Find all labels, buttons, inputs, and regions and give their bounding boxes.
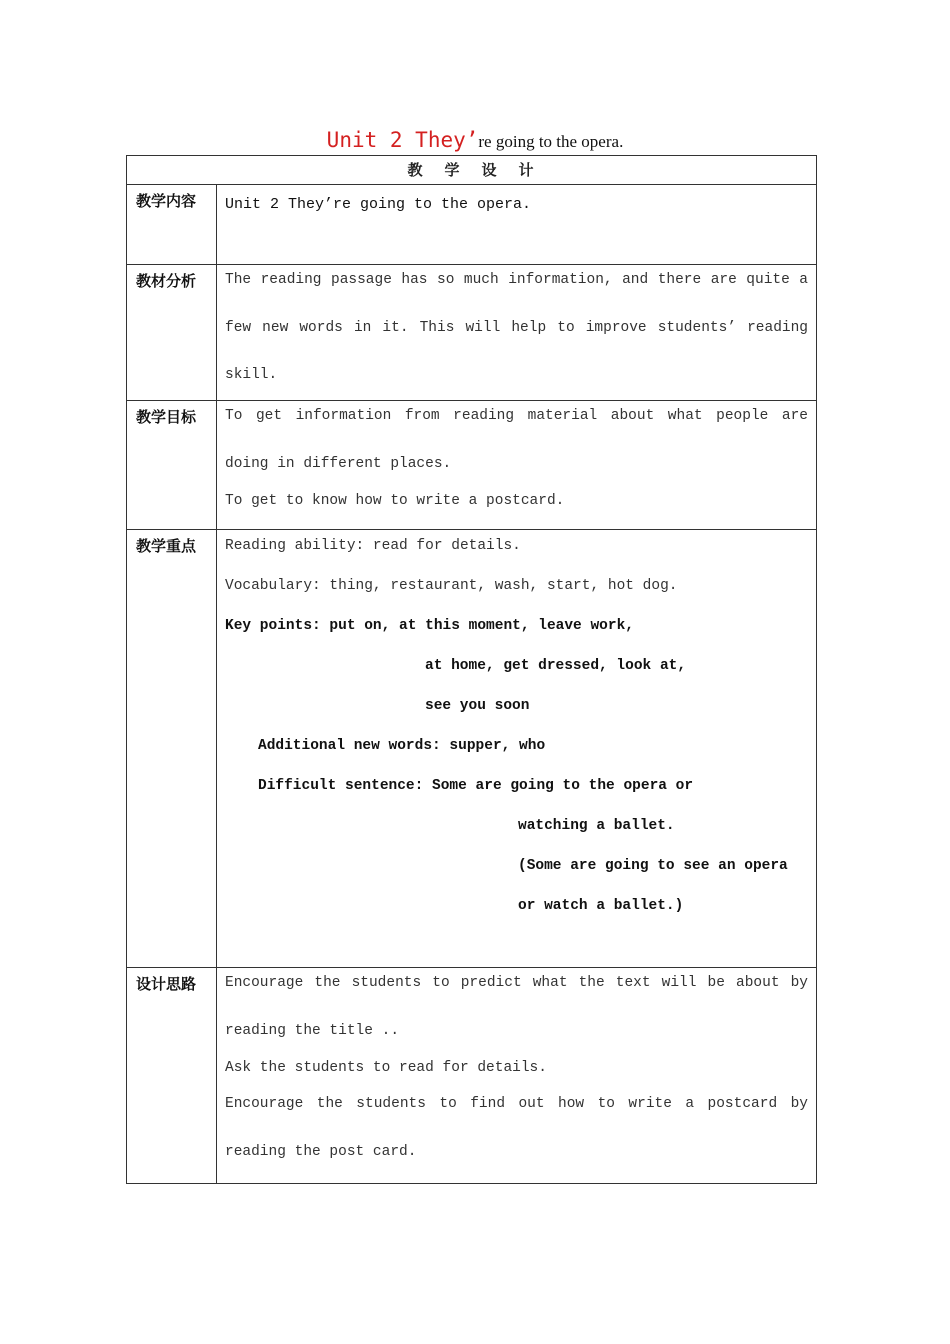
approach-line-2: Ask the students to read for details.: [225, 1060, 547, 1076]
approach-line-3: Encourage the students to find out how to write a postcard by reading the post card.: [225, 1096, 808, 1160]
table-row-key: [127, 530, 817, 968]
key-points-3: see you soon: [425, 698, 530, 714]
row-label-content: 教学内容: [127, 185, 217, 265]
table-row-objectives: [127, 401, 817, 530]
table-header: [127, 156, 817, 185]
row-content-analysis: [217, 265, 817, 401]
key-vocabulary: Vocabulary: thing, restaurant, wash, start, hot dog.: [225, 578, 678, 594]
key-difficult-1: Difficult sentence: Some are going to the opera or: [258, 778, 694, 794]
title-rest-part: re going to the opera.: [478, 132, 624, 151]
objectives-line-1: To get information from reading material about what people are doing in different places.: [225, 408, 808, 472]
approach-line-1: Encourage the students to predict what the text will be about by reading the title ..: [225, 975, 808, 1039]
key-additional: Additional new words: supper, who: [258, 738, 546, 754]
objectives-line-2: To get to know how to write a postcard.: [225, 493, 565, 509]
row-label-key: 教学重点: [127, 530, 217, 968]
row-content-key: [217, 530, 817, 968]
key-reading: Reading ability: read for details.: [225, 538, 521, 554]
analysis-text: The reading passage has so much information, and there are quite a few new words in it. This will help to improve students’ reading skill.: [225, 272, 808, 383]
row-content-objectives: [217, 401, 817, 530]
key-difficult-2: watching a ballet.: [518, 818, 675, 834]
table-row-analysis: [127, 265, 817, 401]
row-label-objectives: 教学目标: [127, 401, 217, 530]
header-char-1: 教: [407, 161, 425, 179]
row-label-approach: 设计思路: [127, 968, 217, 1184]
content-text: Unit 2 They’re going to the opera.: [225, 196, 532, 213]
teaching-design-table: [126, 155, 817, 1184]
key-points-1: Key points: put on, at this moment, leave work,: [225, 618, 634, 634]
row-content-approach: [217, 968, 817, 1184]
title-unit-part: Unit 2 They’: [326, 128, 479, 152]
table-row-approach: [127, 968, 817, 1184]
header-char-3: 设: [481, 161, 499, 179]
header-char-4: 计: [518, 161, 536, 179]
document-title: [0, 128, 950, 152]
key-difficult-4: or watch a ballet.): [518, 898, 684, 914]
row-label-analysis: 教材分析: [127, 265, 217, 401]
table-row-content: [127, 185, 817, 265]
key-difficult-3: (Some are going to see an opera: [518, 858, 788, 874]
row-content-content: [217, 185, 817, 265]
key-points-2: at home, get dressed, look at,: [425, 658, 687, 674]
header-char-2: 学: [444, 161, 462, 179]
